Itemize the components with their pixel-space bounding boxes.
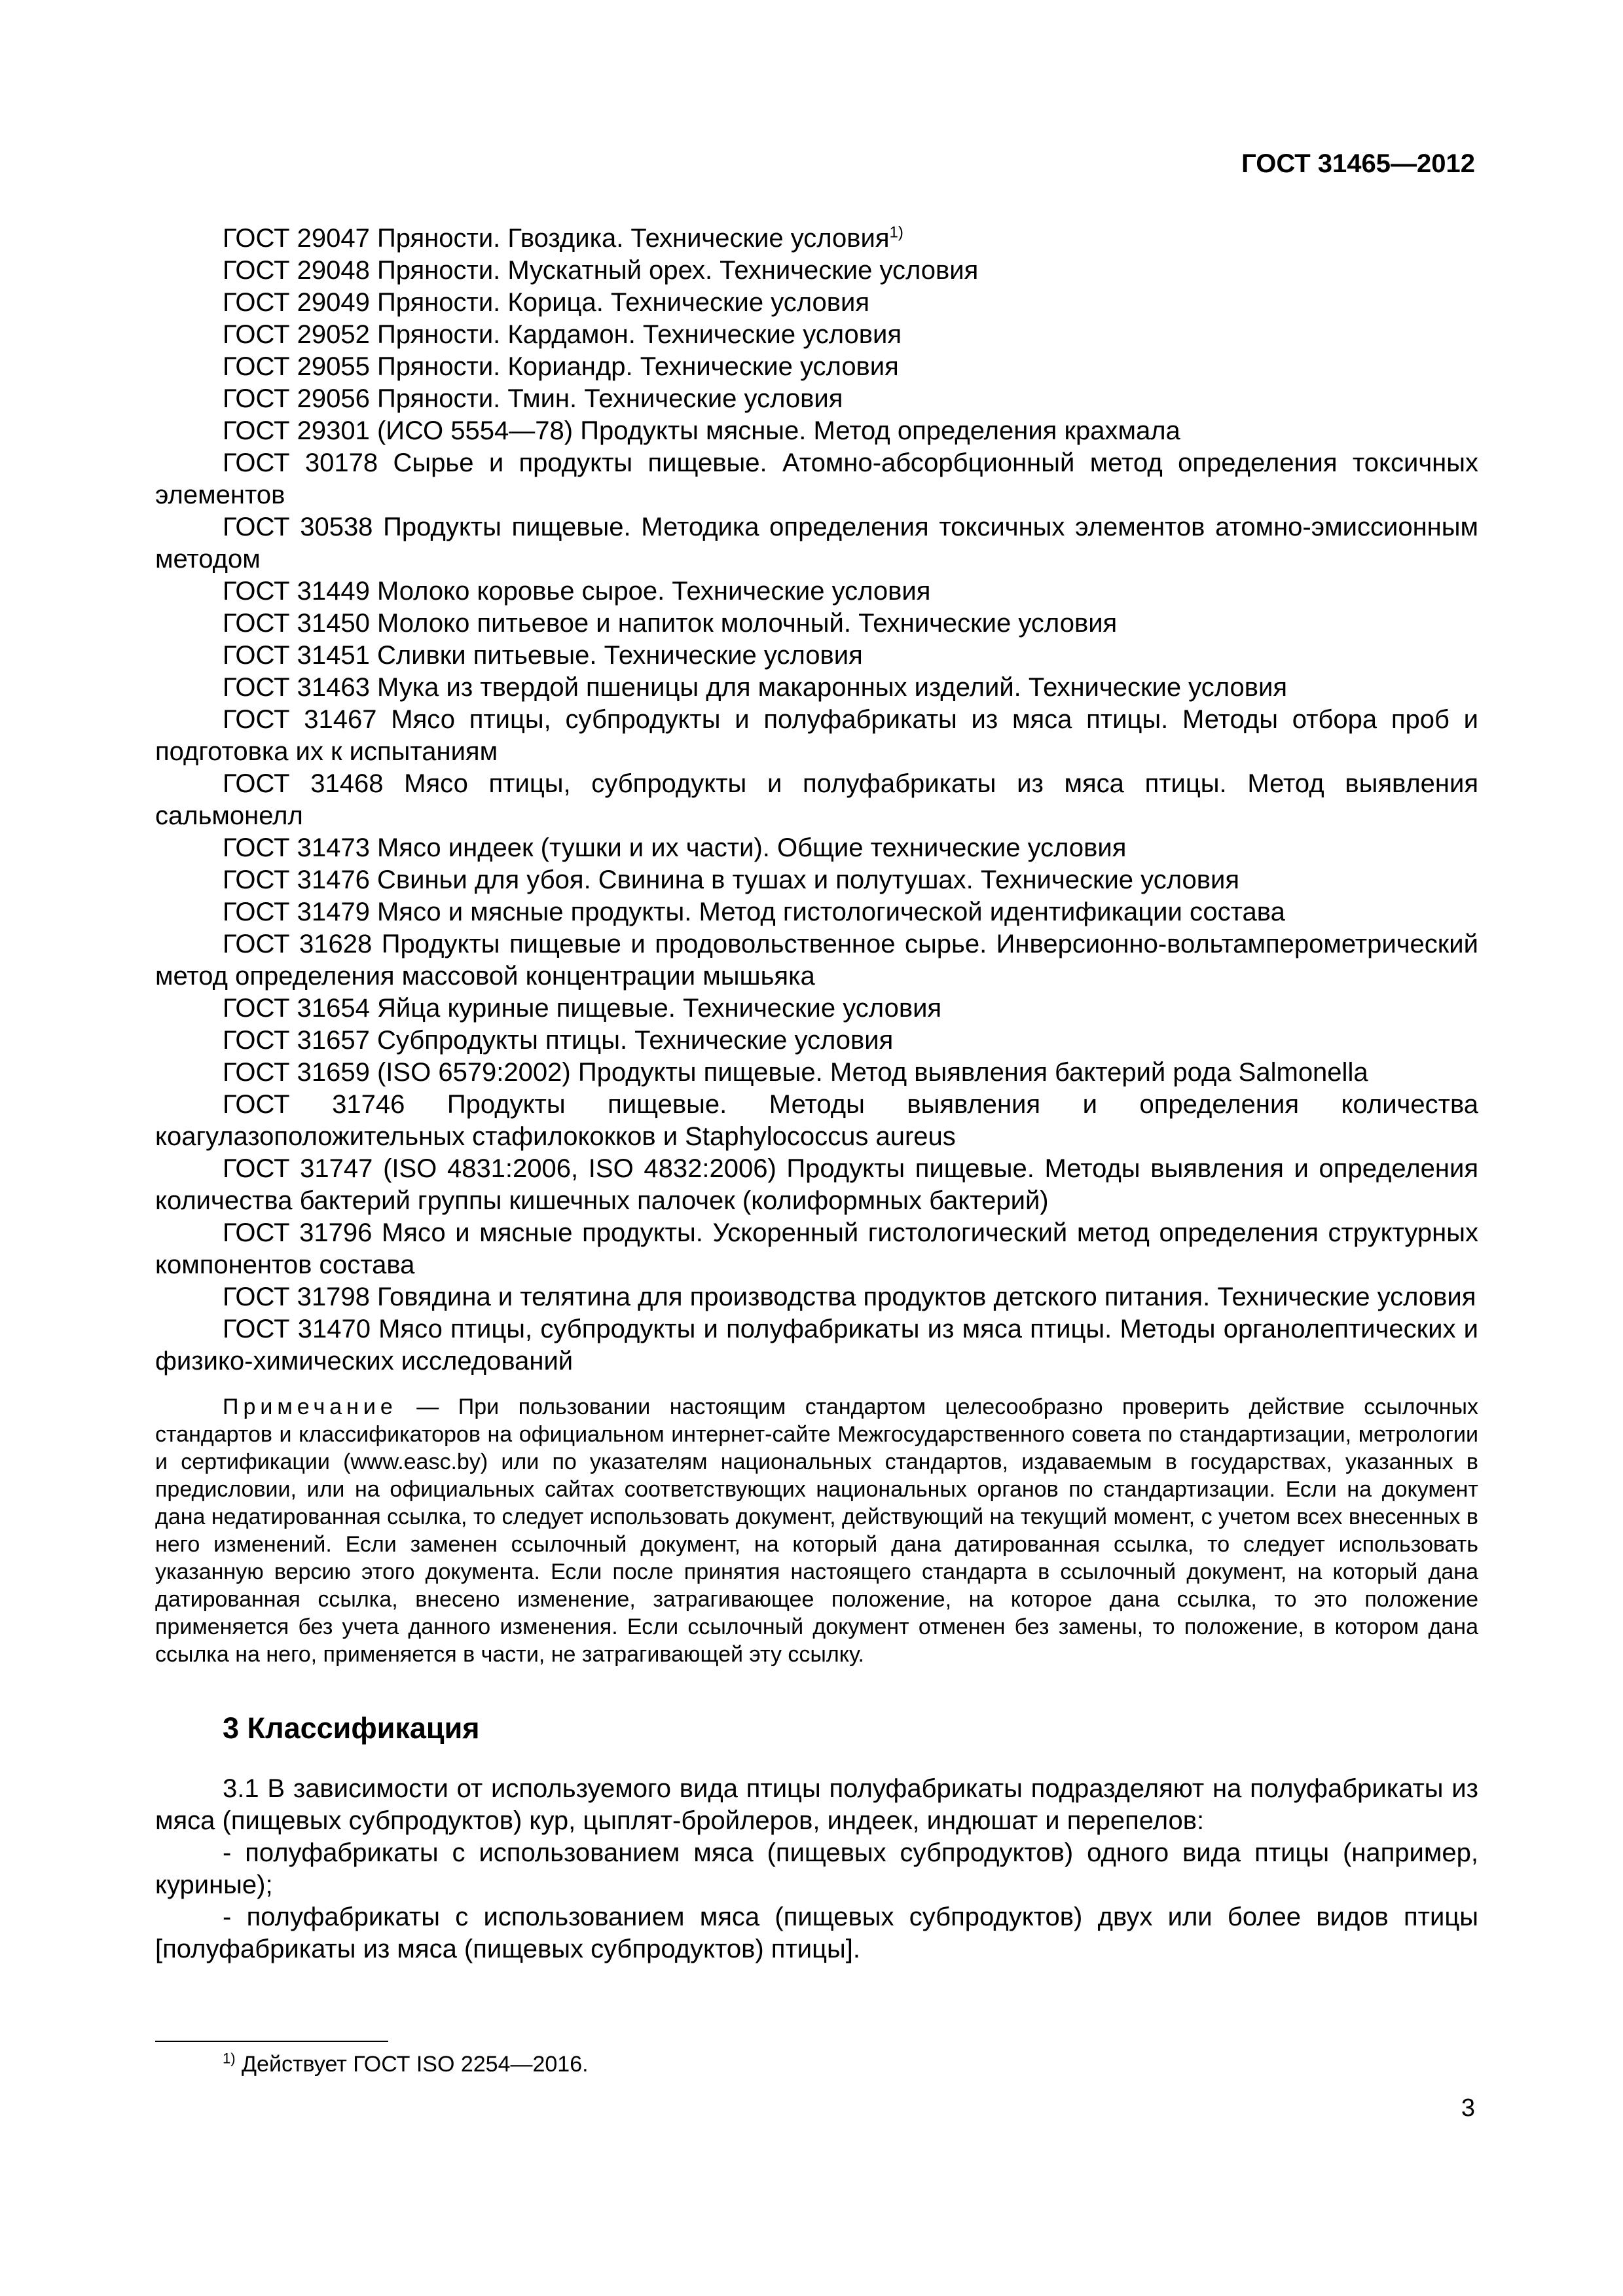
- classification-paragraph: 3.1 В зависимости от используемого вида птицы полуфабрикаты подразделяют на полуфабрикаты из мяса (пищевых субпродуктов) кур, цыплят-бройлеров, индеек, индюшат и перепелов:: [155, 1774, 1478, 1835]
- reference-item: ГОСТ 29301 (ИСО 5554—78) Продукты мясные. Метод определения крахмала: [223, 416, 1180, 445]
- section-heading: 3 Классификация: [223, 1711, 480, 1745]
- reference-item: ГОСТ 31479 Мясо и мясные продукты. Метод гистологической идентификации состава: [223, 898, 1285, 926]
- reference-item: ГОСТ 31747 (ISO 4831:2006, ISO 4832:2006) Продукты пищевые. Методы выявления и определения количества бактерий группы кишечных палочек (колиформных бактерий): [155, 1154, 1478, 1215]
- reference-item: ГОСТ 31798 Говядина и телятина для производства продуктов детского питания. Технические условия: [223, 1283, 1476, 1311]
- reference-item: ГОСТ 30538 Продукты пищевые. Методика определения токсичных элементов атомно-эмиссионным методом: [155, 513, 1478, 574]
- reference-item: ГОСТ 31463 Мука из твердой пшеницы для макаронных изделий. Технические условия: [223, 673, 1288, 702]
- reference-item: ГОСТ 29056 Пряности. Тмин. Технические условия: [223, 384, 843, 413]
- page-number: 3: [1461, 2094, 1475, 2122]
- normative-references-list: [155, 223, 1478, 1377]
- reference-item: ГОСТ 31473 Мясо индеек (тушки и их части). Общие технические условия: [223, 833, 1127, 862]
- reference-item: ГОСТ 31746 Продукты пищевые. Методы выявления и определения количества коагулазоположительных стафилококков и Staphylococcus aureus: [155, 1090, 1478, 1151]
- footnote-divider: [155, 2041, 388, 2042]
- reference-item: ГОСТ 31470 Мясо птицы, субпродукты и полуфабрикаты из мяса птицы. Методы органолептических и физико-химических исследований: [155, 1315, 1478, 1376]
- reference-item: ГОСТ 29052 Пряности. Кардамон. Технические условия: [223, 320, 902, 349]
- footnote: [223, 2050, 589, 2078]
- reference-item: ГОСТ 31449 Молоко коровье сырое. Технические условия: [223, 577, 931, 606]
- reference-item: ГОСТ 29055 Пряности. Кориандр. Технические условия: [223, 352, 899, 381]
- reference-item: ГОСТ 31796 Мясо и мясные продукты. Ускоренный гистологический метод определения структурных компонентов состава: [155, 1218, 1478, 1279]
- reference-item: ГОСТ 29047 Пряности. Гвоздика. Технические условия$^{1)}$: [223, 223, 903, 253]
- reference-item: ГОСТ 31467 Мясо птицы, субпродукты и полуфабрикаты из мяса птицы. Методы отбора проб и подготовка их к испытаниям: [155, 705, 1478, 766]
- reference-item: ГОСТ 31450 Молоко питьевое и напиток молочный. Технические условия: [223, 609, 1118, 638]
- footnote-mark: 1): [889, 223, 903, 242]
- reference-item: ГОСТ 31654 Яйца куриные пищевые. Технические условия: [223, 994, 942, 1023]
- reference-item: ГОСТ 31451 Сливки питьевые. Технические условия: [223, 641, 863, 670]
- classification-list-item: - полуфабрикаты с использованием мяса (пищевых субпродуктов) одного вида птицы (например, куриные);: [155, 1838, 1478, 1899]
- footnote-text: Действует ГОСТ ISO 2254—2016.: [242, 2052, 589, 2077]
- reference-item: ГОСТ 31659 (ISO 6579:2002) Продукты пищевые. Метод выявления бактерий рода Salmonella: [223, 1058, 1368, 1087]
- page-content: [155, 223, 1478, 1965]
- document-id-header: ГОСТ 31465—2012: [1241, 149, 1475, 178]
- classification-list-item: - полуфабрикаты с использованием мяса (пищевых субпродуктов) двух или более видов птицы [полуфабрикаты из мяса (пищевых субпродуктов) птицы].: [155, 1903, 1478, 1963]
- reference-item: ГОСТ 29048 Пряности. Мускатный орех. Технические условия: [223, 256, 979, 285]
- references-note: [155, 1393, 1478, 1668]
- note-text: — При пользовании настоящим стандартом целесообразно проверить действие ссылочных стандартов и классификаторов на официальном интернет-сайте Межгосударственного совета по стандартизации, метрологии и сертификации (www.easc.by) или по указателям национальных стандартов, издаваемым в государствах, указанных в предисловии, или на официальных сайтах соответствующих национальных органов по стандартизации. Если на документ дана недатированная ссылка, то следует использовать документ, действующий на текущий момент, с учетом всех внесенных в него изменений. Если заменен ссылочный документ, на который дана датированная ссылка, то следует использовать указанную версию этого документа. Если после принятия настоящего стандарта в ссылочный документ, на который дана датированная ссылка, внесено изменение, затрагивающее положение, на которое дана ссылка, то это положение применяется без учета данного изменения. Если ссылочный документ отменен без замены, то положение, в котором дана ссылка на него, применяется в части, не затрагивающей эту ссылку.: [155, 1394, 1478, 1667]
- reference-item: ГОСТ 31657 Субпродукты птицы. Технические условия: [223, 1026, 894, 1055]
- footnote-mark: 1): [223, 2050, 236, 2067]
- reference-item: ГОСТ 31476 Свиньи для убоя. Свинина в тушах и полутушах. Технические условия: [223, 866, 1240, 894]
- reference-item: ГОСТ 29049 Пряности. Корица. Технические условия: [223, 288, 870, 317]
- reference-item: ГОСТ 31468 Мясо птицы, субпродукты и полуфабрикаты из мяса птицы. Метод выявления сальмонелл: [155, 769, 1478, 830]
- classification-section: [155, 1773, 1478, 1965]
- reference-item: ГОСТ 30178 Сырье и продукты пищевые. Атомно-абсорбционный метод определения токсичных элементов: [155, 448, 1478, 509]
- reference-item: ГОСТ 31628 Продукты пищевые и продовольственное сырье. Инверсионно-вольтамперометрический метод определения массовой концентрации мышьяка: [155, 930, 1478, 991]
- note-label: Примечание: [223, 1394, 397, 1419]
